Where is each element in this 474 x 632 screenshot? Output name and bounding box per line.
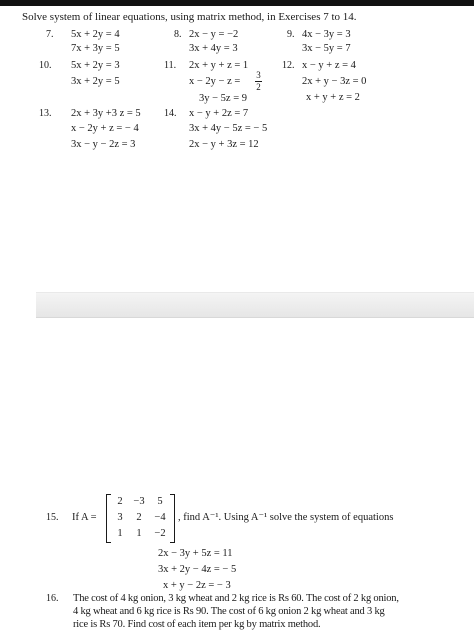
question-16-number: 16.: [46, 593, 59, 604]
exercise-9-number: 9.: [287, 29, 295, 40]
exercise-10-eq-2: 3x + 2y = 5: [71, 76, 120, 87]
question-16-line-3: rice is Rs 70. Find cost of each item per kg by matrix method.: [73, 619, 321, 630]
exercise-heading: Solve system of linear equations, using matrix method, in Exercises 7 to 14.: [22, 11, 357, 23]
exercise-7-number: 7.: [46, 29, 54, 40]
exercise-11-eq-1: 2x + y + z = 1: [189, 60, 249, 71]
top-bar: [0, 0, 474, 6]
exercise-13-eq-2: x − 2y + z = − 4: [71, 123, 139, 134]
exercise-8-number: 8.: [174, 29, 182, 40]
page-divider: [36, 292, 474, 318]
exercise-12-eq-2: 2x + y − 3z = 0: [302, 76, 367, 87]
matrix-right-bracket: [170, 494, 175, 543]
question-16-line-2: 4 kg wheat and 6 kg rice is Rs 90. The cost of 6 kg onion 2 kg wheat and 3 kg: [73, 606, 385, 617]
exercise-8-eq-1: 2x − y = −2: [189, 29, 239, 40]
question-16-line-1: The cost of 4 kg onion, 3 kg wheat and 2 kg rice is Rs 60. The cost of 2 kg onion,: [73, 593, 399, 604]
exercise-11-number: 11.: [164, 60, 177, 71]
fraction-denominator: 2: [256, 82, 261, 92]
question-15-eq-3: x + y − 2z = − 3: [163, 580, 231, 591]
exercise-8-eq-2: 3x + 4y = 3: [189, 43, 238, 54]
exercise-10-number: 10.: [39, 60, 52, 71]
question-15-prefix: If A =: [72, 512, 97, 523]
exercise-9-eq-2: 3x − 5y = 7: [302, 43, 351, 54]
matrix-cell: 5: [157, 496, 163, 507]
question-15-eq-2: 3x + 2y − 4z = − 5: [158, 564, 237, 575]
question-15-text: , find A⁻¹. Using A⁻¹ solve the system of equations: [178, 512, 394, 523]
exercise-11-eq-2: x − 2y − z =: [189, 76, 241, 87]
exercise-10-eq-1: 5x + 2y = 3: [71, 60, 120, 71]
question-15-number: 15.: [46, 512, 59, 523]
exercise-13-eq-3: 3x − y − 2z = 3: [71, 139, 136, 150]
exercise-7-eq-1: 5x + 2y = 4: [71, 29, 120, 40]
matrix-cell: −4: [154, 512, 166, 523]
exercise-12-number: 12.: [282, 60, 295, 71]
exercise-13-number: 13.: [39, 108, 52, 119]
exercise-9-eq-1: 4x − 3y = 3: [302, 29, 351, 40]
matrix-cell: −3: [133, 496, 145, 507]
question-15-eq-1: 2x − 3y + 5z = 11: [158, 548, 233, 559]
exercise-7-eq-2: 7x + 3y = 5: [71, 43, 120, 54]
exercise-14-eq-1: x − y + 2z = 7: [189, 108, 249, 119]
exercise-11-eq-3: 3y − 5z = 9: [199, 93, 248, 104]
matrix-cell: 2: [117, 496, 123, 507]
matrix-cell: 1: [117, 528, 123, 539]
exercise-11-fraction: [255, 71, 262, 92]
matrix-cell: −2: [154, 528, 166, 539]
matrix-cell: 1: [136, 528, 142, 539]
fraction-numerator: 3: [256, 70, 261, 80]
exercise-14-eq-2: 3x + 4y − 5z = − 5: [189, 123, 268, 134]
exercise-14-eq-3: 2x − y + 3z = 12: [189, 139, 259, 150]
exercise-13-eq-1: 2x + 3y +3 z = 5: [71, 108, 141, 119]
matrix-cell: 2: [136, 512, 142, 523]
exercise-14-number: 14.: [164, 108, 177, 119]
matrix-cell: 3: [117, 512, 123, 523]
exercise-12-eq-3: x + y + z = 2: [306, 92, 360, 103]
exercise-12-eq-1: x − y + z = 4: [302, 60, 356, 71]
